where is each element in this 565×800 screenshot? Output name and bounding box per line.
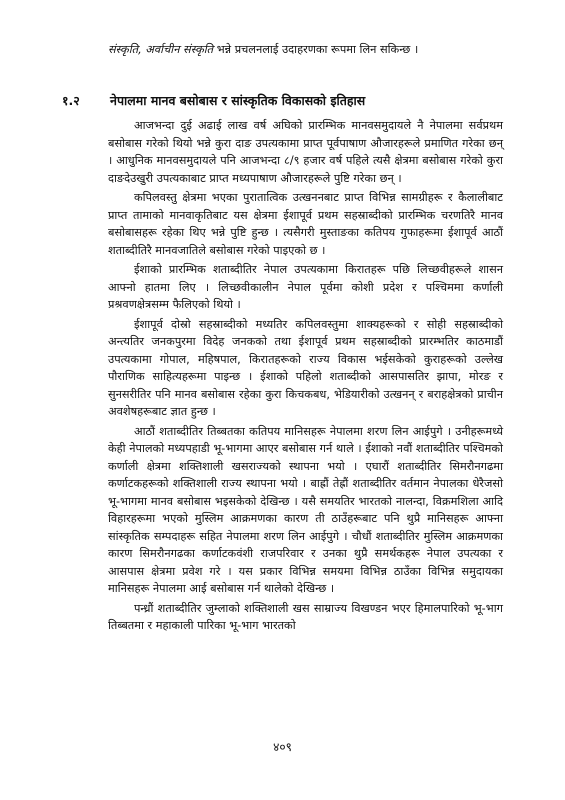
body-paragraph-1: आजभन्दा दुई अढाई लाख वर्ष अघिको प्रारम्भिक मानवसमुदायले नै नेपालमा सर्वप्रथम बसोबास गरेको थियो भन्ने कुरा दाङ उपत्यकामा प्राप्त पूर्वपाषाण औजारहरूले प्रमाणित गरेका छन् । आधुनिक मानवसमुदायले पनि आजभन्दा ८/९ हजार वर्ष पहिले त्यसै क्षेत्रमा बसोबास गरेको कुरा दाङदेउखुरी उपत्यकाबाट प्राप्त मध्यपाषाण औजारहरूले पुष्टि गरेका छन् । <box>108 119 503 185</box>
body-paragraph-2: कपिलवस्तु क्षेत्रमा भएका पुरातात्विक उत्खननबाट प्राप्त विभिन्न सामग्रीहरू र कैलालीबाट प्राप्त तामाको मानवाकृतिबाट यस क्षेत्रमा ईशापूर्व प्रथम सहस्राब्दीको प्रारम्भिक चरणतिरै मानव बसोबासहरू रहेका थिए भन्ने पुष्टि हुन्छ । त्यसैगरी मुस्ताङका कतिपय गुफाहरूमा ईशापूर्व आठौं शताब्दीतिरै मानवजातिले बसोबास गरेको पाइएको छ । <box>108 191 503 257</box>
section-heading <box>62 91 522 111</box>
page-number: ४०९ <box>273 740 292 754</box>
body-paragraph-3: ईशाको प्रारम्भिक शताब्दीतिर नेपाल उपत्यकामा किरातहरू पछि लिच्छवीहरूले शासन आफ्नो हातमा लिए । लिच्छवीकालीन नेपाल पूर्वमा कोशी प्रदेश र पश्चिममा कर्णाली प्रश्रवणक्षेत्रसम्म फैलिएको थियो । <box>108 263 503 311</box>
intro-rest-text: भन्ने प्रचलनलाई उदाहरणका रूपमा लिन सकिन्छ । <box>213 43 419 56</box>
intro-italic-text: संस्कृति, अर्वाचीन संस्कृति <box>108 43 214 56</box>
section-body <box>108 117 503 637</box>
body-paragraph-6: पन्ध्रौं शताब्दीतिर जुम्लाको शक्तिशाली खस साम्राज्य विखण्डन भएर हिमालपारिको भू-भाग तिब्बतमा र महाकाली पारिका भू-भाग भारतको <box>108 601 503 632</box>
body-paragraph-4: ईशापूर्व दोस्रो सहस्राब्दीको मध्यतिर कपिलवस्तुमा शाक्यहरूको र सोही सहस्राब्दीको अन्त्यतिर जनकपुरमा विदेह जनकको तथा ईशापूर्व प्रथम सहस्राब्दीको प्रारम्भतिर काठमाडौं उपत्यकामा गोपाल, महिषपाल, किरातहरूको राज्य विकास भईसकेको कुराहरूको उल्लेख पौराणिक साहित्यहरूमा पाइन्छ । ईशाको पहिलो शताब्दीको आसपासतिर झापा, मोरङ र सुनसरीतिर पनि मानव बसोबास रहेका कुरा किचकबध, भेडियारीको उत्खनन् र बराहक्षेत्रको प्राचीन अवशेषहरूबाट ज्ञात हुन्छ । <box>108 317 503 418</box>
intro-paragraph <box>108 40 503 59</box>
section-number: १.२ <box>62 93 80 108</box>
body-paragraph-5: आठौं शताब्दीतिर तिब्बतका कतिपय मानिसहरू नेपालमा शरण लिन आईपुगे । उनीहरूमध्ये केही नेपालको मध्यपहाडी भू-भागमा आएर बसोबास गर्न थाले । ईशाको नवौं शताब्दीतिर पश्चिमको कर्णाली क्षेत्रमा शक्तिशाली खसराज्यको स्थापना भयो । एघारौं शताब्दीतिर सिमरौनगढमा कर्णाटकहरूको शक्तिशाली राज्य स्थापना भयो । बाह्रौं तेह्रौं शताब्दीतिर वर्तमान नेपालका धेरैजसो भू-भागमा मानव बसोबास भइसकेको देखिन्छ । यसै समयतिर भारतको नालन्दा, विक्रमशिला आदि विहारहरूमा भएको मुस्लिम आक्रमणका कारण ती ठाउँहरूबाट पनि थुप्रै मानिसहरू आफ्ना सांस्कृतिक सम्पदाहरू सहित नेपालमा शरण लिन आईपुगे । चौधौं शताब्दीतिर मुस्लिम आक्रमणका कारण सिमरौनगढका कर्णाटकवंशी राजपरिवार र उनका थुप्रै समर्थकहरू नेपाल उपत्यका र आसपास क्षेत्रमा प्रवेश गरे । यस प्रकार विभिन्न समयमा विभिन्न ठाउँका विभिन्न समुदायका मानिसहरू नेपालमा आई बसोबास गर्न थालेको देखिन्छ । <box>108 424 503 595</box>
section-title: नेपालमा मानव बसोबास र सांस्कृतिक विकासको इतिहास <box>110 93 366 108</box>
